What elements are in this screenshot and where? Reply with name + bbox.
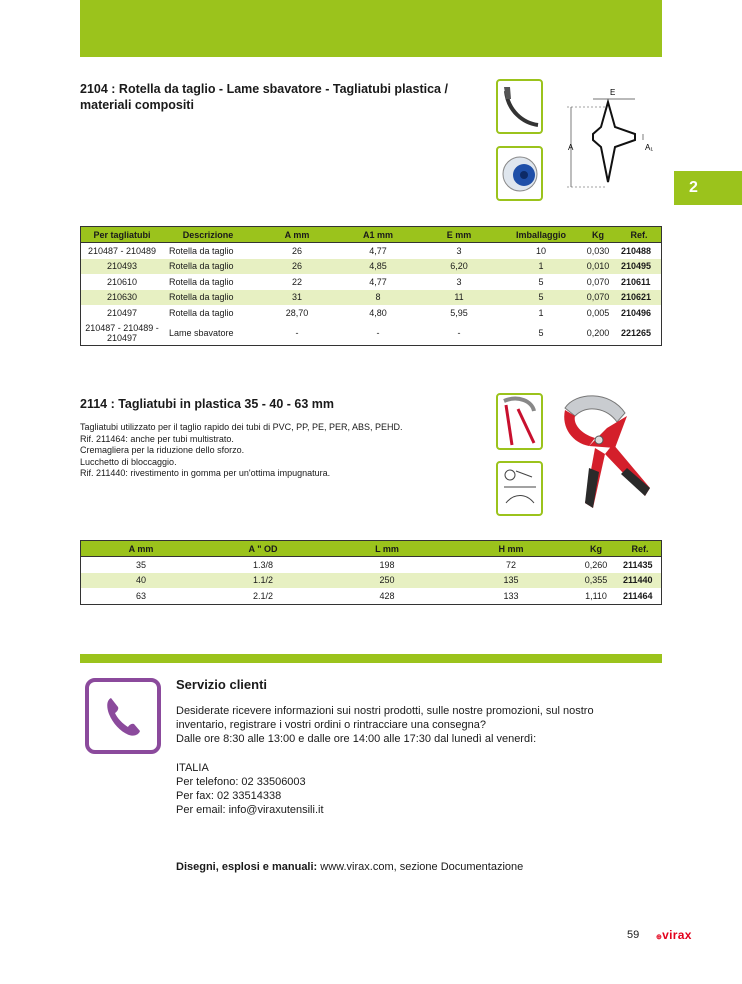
table-row [81,573,661,589]
thumb-cutter-open [496,393,543,450]
col-header: Ref. [617,227,661,243]
diagram-label-a1: A₁ [645,143,654,152]
table-cell: 0,010 [579,259,617,275]
table-cell: 4,80 [369,307,387,318]
desc-line: Rif. 211440: rivestimento in gomma per un'ottima impugnatura. [80,468,331,479]
service-line: Desiderate ricevere informazioni sui nostri prodotti, sulle nostre promozioni, sul nostro [176,705,594,717]
desc-line: Tagliatubi utilizzato per il taglio rapido dei tubi di PVC, PP, PE, PER, ABS, PEHD. [80,422,403,432]
table-cell: 72 [505,559,516,570]
table-cell: 26 [291,245,302,256]
table-cell: 1,110 [585,590,607,601]
table-cell: - [295,327,299,338]
desc-line: Cremagliera per la riduzione dello sforzo. [80,445,245,456]
table-row [81,305,661,321]
table-cell: Lame sbavatore [169,327,234,338]
thumb-cutter-usage [496,461,543,516]
table-cell: 210493 [81,259,163,275]
table-cell: 10 [535,245,546,256]
table-cell: 26 [253,259,341,275]
table-cell: 133 [503,590,519,601]
table-cell: 4,77 [369,276,387,287]
service-phone[interactable]: Per telefono: 02 33506003 [176,776,306,788]
col-header: E mm [415,227,503,243]
table-cell: 210497 [106,307,138,318]
table-cell: 210487 - 210489 - 210497 [85,322,159,343]
pipe-cutter-product-image [555,388,660,518]
table-cell: 3 [456,245,462,256]
table-cell: 0,200 [586,327,610,338]
top-banner [80,0,662,57]
col-header: H mm [449,541,573,557]
documentation-link[interactable]: www.virax.com, sezione Documentazione [317,861,524,873]
table-cell: 0,030 [586,245,610,256]
logo-text: virax [662,928,692,942]
phone-box [85,678,161,754]
ref-cell: 211440 [619,573,661,589]
spec-table-2114 [80,540,662,605]
table-row [81,290,661,306]
table-cell: 5 [538,276,544,287]
table-row [81,588,661,604]
table-cell: Rotella da taglio [163,290,253,306]
section1-title-line2: materiali compositi [80,98,194,112]
table-cell: 1.3/8 [252,559,274,570]
documentation-line [176,860,523,874]
col-header: A " OD [201,541,325,557]
section-divider [80,654,662,663]
table-cell: 198 [379,559,395,570]
table-cell: - [457,327,461,338]
ref-cell: 210495 [617,259,661,275]
table-cell: 4,77 [369,245,387,256]
service-country: ITALIA [176,762,209,774]
table-cell: 3 [456,276,462,287]
col-header: A1 mm [341,227,415,243]
table-cell: 22 [291,276,302,287]
documentation-label: Disegni, esplosi e manuali: [176,861,318,873]
table-cell: 5 [503,290,579,306]
table-cell: - [376,327,380,338]
table-cell: 250 [325,573,449,589]
service-text [176,704,646,746]
table-cell: 210487 - 210489 [87,245,157,256]
col-header: A mm [253,227,341,243]
ref-cell: 210488 [621,245,652,256]
table-cell: 6,20 [415,259,503,275]
page-number: 59 [627,929,640,941]
diagram-label-a: A [568,143,574,152]
table-cell: 31 [253,290,341,306]
table-cell: 11 [415,290,503,306]
table-cell: Rotella da taglio [163,259,253,275]
section2-title: 2114 : Tagliatubi in plastica 35 - 40 - 63 mm [80,397,335,411]
table-header-row [81,541,661,557]
table-cell: 210630 [81,290,163,306]
ref-cell: 210496 [621,307,652,318]
col-header: A mm [81,541,201,557]
table-row [81,274,661,290]
col-header: Imballaggio [503,227,579,243]
table-cell: Rotella da taglio [169,276,234,287]
table-cell: 428 [379,590,395,601]
table-cell: 0,005 [586,307,610,318]
col-header: Kg [579,227,617,243]
spec-table-2104 [80,226,662,346]
ref-cell: 221265 [621,327,652,338]
deburring-blade-icon [498,81,541,132]
col-header: Descrizione [163,227,253,243]
diagram-label-e: E [610,88,616,97]
col-header: Ref. [619,541,661,557]
table-cell: 28,70 [285,307,309,318]
table-cell: 1.1/2 [201,573,325,589]
service-line: inventario, registrare i vostri ordini o rintracciare una consegna? [176,719,486,731]
table-row [81,321,661,345]
table-cell: 63 [135,590,146,601]
table-cell: 210610 [106,276,138,287]
col-header: L mm [325,541,449,557]
table-cell: Rotella da taglio [169,307,234,318]
table-header-row [81,227,661,243]
table-cell: 0,070 [586,276,610,287]
logo-mark-icon: ⊕ [656,934,663,941]
desc-line: Lucchetto di bloccaggio. [80,456,177,467]
table-cell: 1 [503,259,579,275]
ref-cell: 210621 [617,290,661,306]
table-cell: 40 [81,573,201,589]
service-fax: Per fax: 02 33514338 [176,790,282,802]
table-cell: 5 [538,327,544,338]
table-cell: 1 [538,307,544,318]
ref-cell: 211464 [623,590,653,601]
thumb-deburring-blade [496,79,543,134]
table-cell: Rotella da taglio [169,245,234,256]
virax-logo [656,928,692,942]
section1-title [80,81,480,113]
pipe-cutter-icon [498,395,541,448]
col-header: Per tagliatubi [81,227,163,243]
table-cell: 8 [341,290,415,306]
chapter-tab[interactable]: 2 [674,171,742,205]
table-cell: 0,070 [579,290,617,306]
phone-icon [89,682,157,750]
ref-cell: 211435 [623,559,653,570]
table-cell: 2.1/2 [252,590,274,601]
table-cell: 0,355 [573,573,619,589]
ref-cell: 210611 [621,276,651,287]
table-cell: 35 [135,559,146,570]
table-cell: 135 [449,573,573,589]
wheel-dimension-diagram [563,82,658,192]
table-row [81,557,661,573]
section2-description [80,422,480,480]
service-line: Dalle ore 8:30 alle 13:00 e dalle ore 14:00 alle 17:30 dal lunedì al venerdì: [176,733,537,745]
usage-sketch-icon [498,463,541,514]
desc-line: Rif. 211464: anche per tubi multistrato. [80,433,234,444]
col-header: Kg [573,541,619,557]
table-cell: 4,85 [341,259,415,275]
thumb-cutting-wheel [496,146,543,201]
section1-title-line1: 2104 : Rotella da taglio - Lame sbavatore - Tagliatubi plastica / [80,82,448,96]
table-cell: 0,260 [584,559,608,570]
table-row [81,259,661,275]
service-contacts [176,761,324,817]
service-email[interactable]: Per email: info@viraxutensili.it [176,804,324,816]
table-cell: 5,95 [450,307,468,318]
table-row [81,243,661,259]
service-title: Servizio clienti [176,677,268,692]
cutting-wheel-icon [498,148,541,199]
